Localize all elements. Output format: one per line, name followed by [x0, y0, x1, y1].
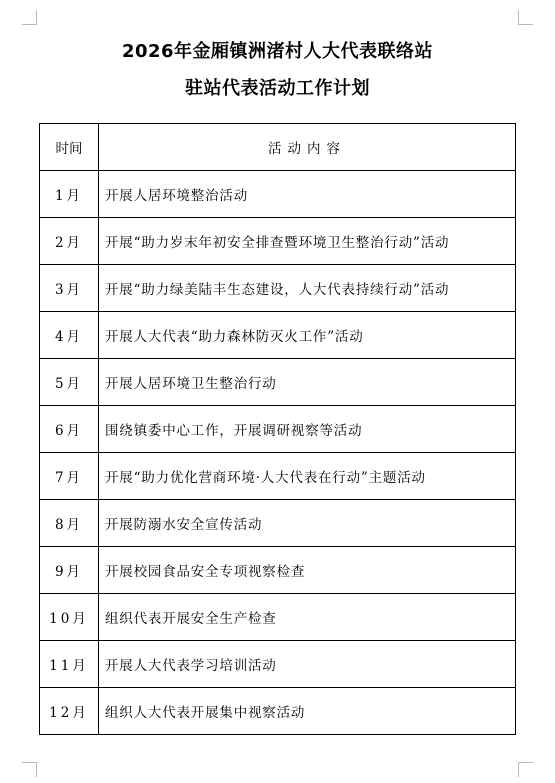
page-corner-mark-top-left — [22, 10, 37, 25]
activity-cell: 围绕镇委中心工作，开展调研视察等活动 — [99, 406, 516, 453]
activity-cell: 开展人大代表“助力森林防灭火工作”活动 — [99, 312, 516, 359]
table-row — [40, 594, 516, 641]
table-row — [40, 641, 516, 688]
activity-cell: 开展人居环境整治活动 — [99, 171, 516, 218]
activity-cell: 开展校园食品安全专项视察检查 — [99, 547, 516, 594]
table-row — [40, 218, 516, 265]
month-cell: 4月 — [40, 312, 99, 359]
month-cell: 3月 — [40, 265, 99, 312]
month-cell: 7月 — [40, 453, 99, 500]
table-row — [40, 500, 516, 547]
table-row — [40, 312, 516, 359]
month-cell: 2月 — [40, 218, 99, 265]
table-row — [40, 547, 516, 594]
activity-cell: 组织代表开展安全生产检查 — [99, 594, 516, 641]
table-row — [40, 406, 516, 453]
document-title-line1: 2026年金厢镇洲渚村人大代表联络站 — [121, 41, 434, 62]
header-activity: 活动内容 — [99, 124, 516, 171]
document-title-line2: 驻站代表活动工作计划 — [185, 78, 370, 99]
table-row — [40, 453, 516, 500]
table-header-row — [40, 124, 516, 171]
activity-cell: 开展人居环境卫生整治行动 — [99, 359, 516, 406]
month-cell: 12月 — [40, 688, 99, 735]
month-cell: 10月 — [40, 594, 99, 641]
header-time: 时间 — [40, 124, 99, 171]
table-row — [40, 688, 516, 735]
activity-cell: 开展“助力岁末年初安全排查暨环境卫生整治行动”活动 — [99, 218, 516, 265]
table-row — [40, 359, 516, 406]
page-corner-mark-top-right — [518, 10, 533, 25]
table-row — [40, 265, 516, 312]
month-cell: 5月 — [40, 359, 99, 406]
activity-cell: 组织人大代表开展集中视察活动 — [99, 688, 516, 735]
month-cell: 6月 — [40, 406, 99, 453]
activity-plan-table — [39, 123, 516, 735]
month-cell: 11月 — [40, 641, 99, 688]
page-corner-mark-bottom-left — [22, 762, 37, 777]
table-row — [40, 171, 516, 218]
page-corner-mark-bottom-right — [518, 762, 533, 777]
month-cell: 8月 — [40, 500, 99, 547]
month-cell: 1月 — [40, 171, 99, 218]
activity-cell: 开展防溺水安全宣传活动 — [99, 500, 516, 547]
activity-cell: 开展“助力优化营商环境·人大代表在行动”主题活动 — [99, 453, 516, 500]
activity-cell: 开展人大代表学习培训活动 — [99, 641, 516, 688]
month-cell: 9月 — [40, 547, 99, 594]
activity-cell: 开展“助力绿美陆丰生态建设，人大代表持续行动”活动 — [99, 265, 516, 312]
